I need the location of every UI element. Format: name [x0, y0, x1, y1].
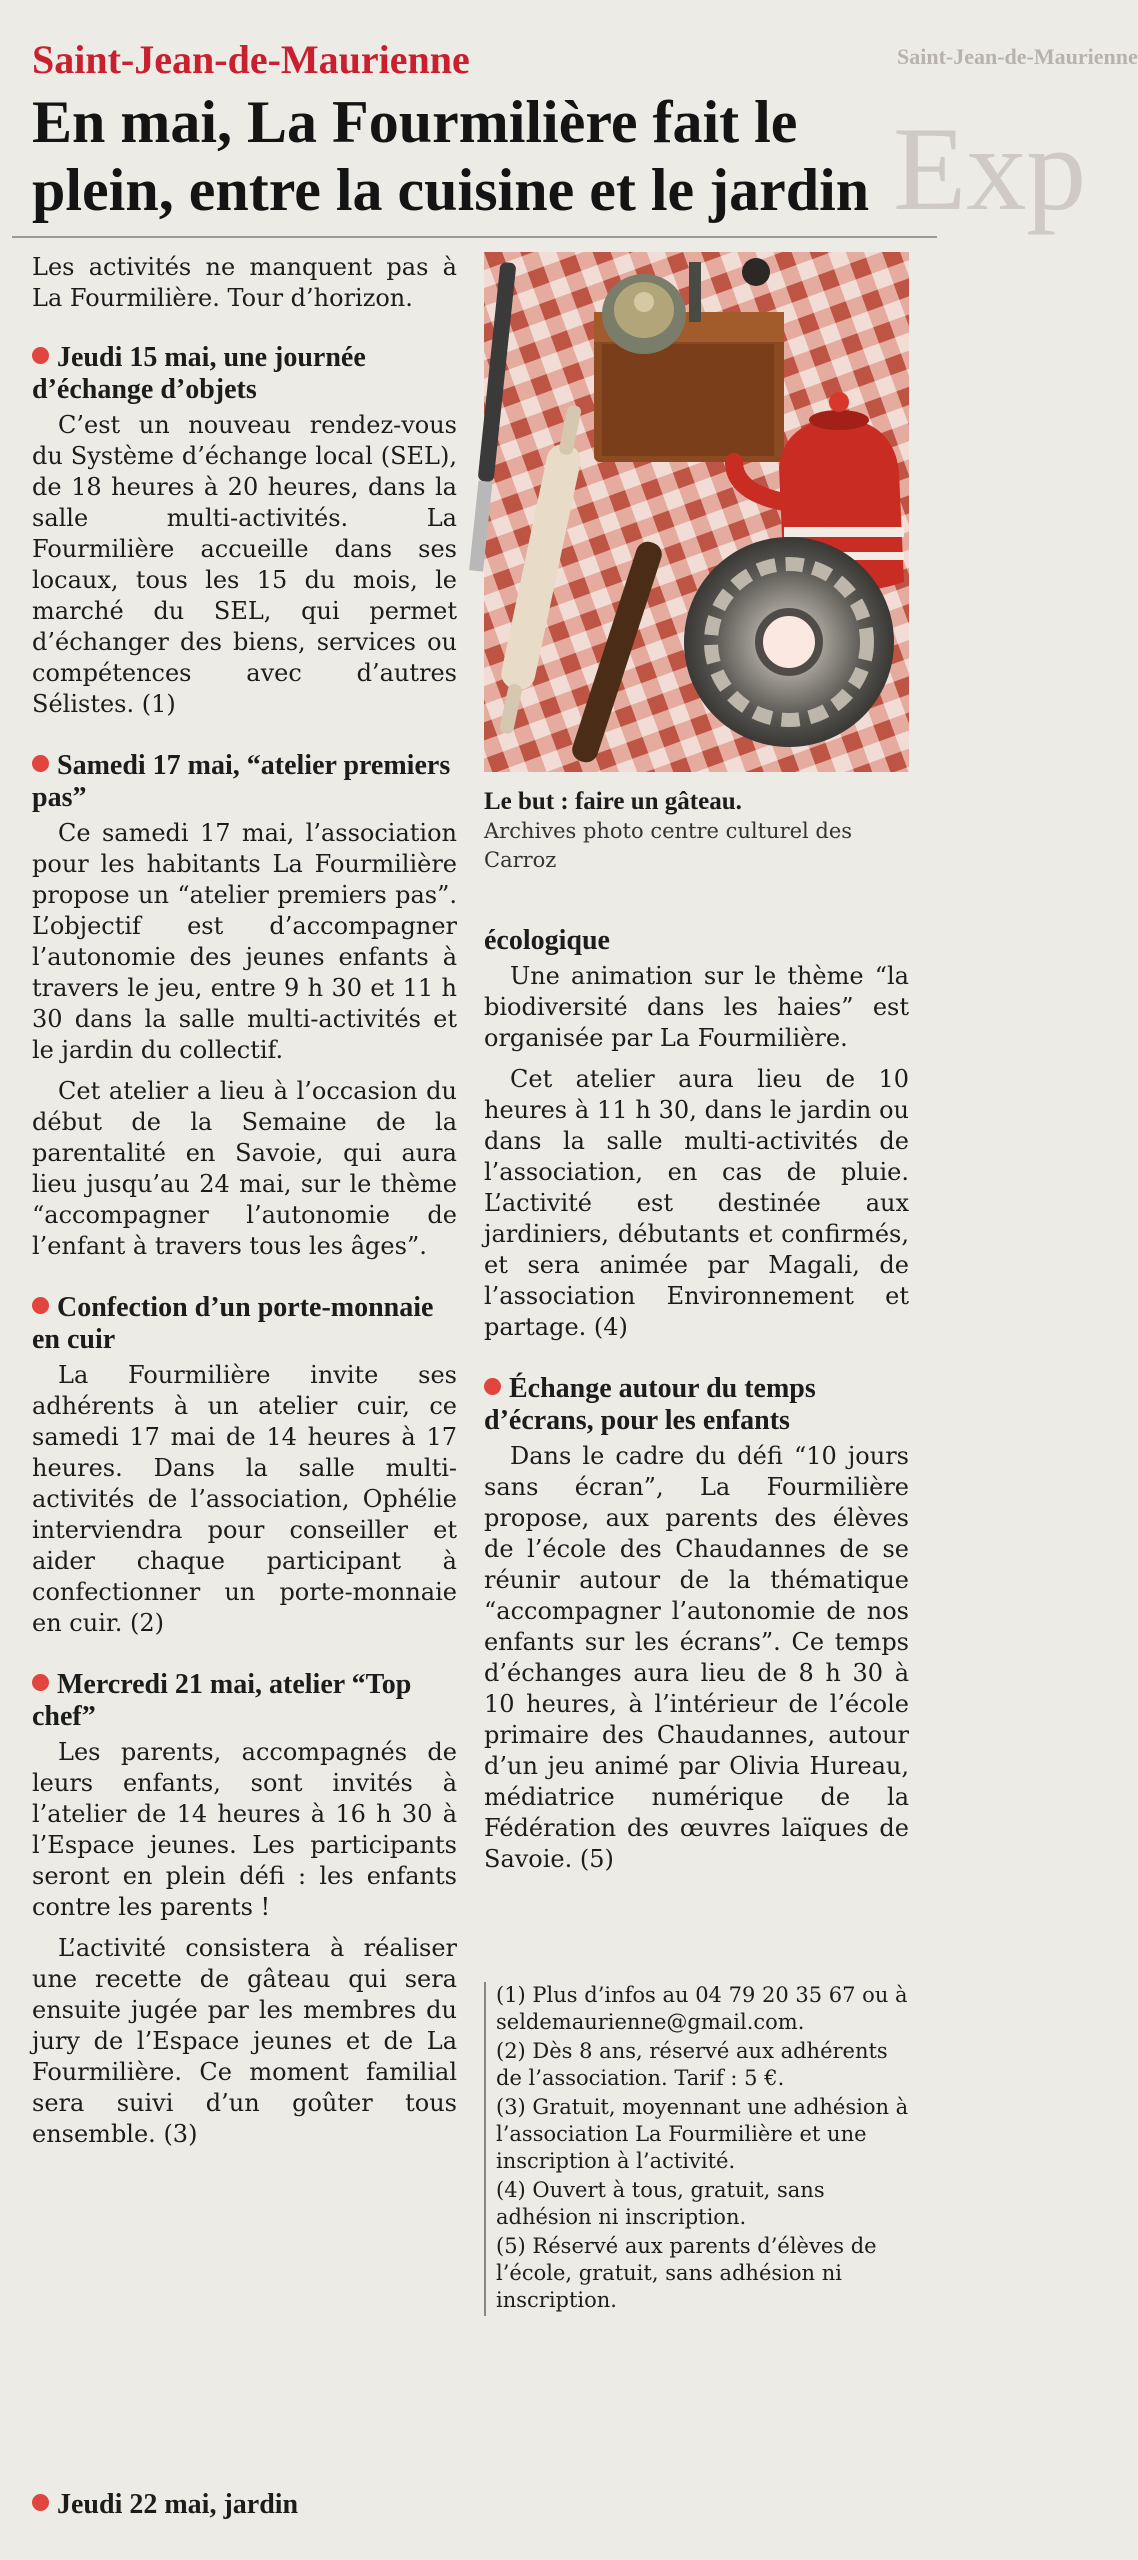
article-kicker: Saint-Jean-de-Maurienne — [32, 37, 470, 82]
section-premiers-pas — [32, 750, 457, 1262]
article-photo — [484, 252, 909, 772]
section-paragraph: Les parents, accompagnés de leurs enfants, sont invités à l’atelier de 14 heures à 16 h 30 à l’Espace jeunes. Les participants seront en plein défi : les enfants contre les parents ! — [32, 1738, 457, 1921]
bleed-kicker: Saint-Jean-de-Maurienne — [897, 44, 1138, 69]
article-headline: En mai, La Fourmilière fait le plein, entre la cuisine et le jardin — [32, 89, 870, 223]
bullet-icon — [32, 1297, 49, 1314]
section-heading-continued: écologique — [484, 925, 610, 956]
footnote: (4) Ouvert à tous, gratuit, sans adhésion ni inscription. — [496, 2178, 825, 2229]
section-paragraph: La Fourmilière invite ses adhérents à un atelier cuir, ce samedi 17 mai de 14 heures à 17 heures. Dans la salle multi-activités de l’association, Ophélie interviendra pour conseiller et aider chaque participant à confectionner un porte-monnaie en cuir. (2) — [32, 1361, 457, 1637]
section-paragraph: Cet atelier aura lieu de 10 heures à 11 h 30, dans le jardin ou dans la salle multi-activités de l’association, en cas de pluie. L’activité est destinée aux jardiniers, débutants et confirmés, et sera animée par Magali, de l’association Environnement et partage. (4) — [484, 1065, 909, 1341]
section-temps-ecrans — [484, 1373, 909, 1875]
section-heading: Jeudi 22 mai, jardin — [32, 2489, 457, 2521]
section-heading: Samedi 17 mai, “atelier premiers pas” — [32, 750, 451, 813]
headline-rule — [12, 236, 937, 238]
section-heading: Mercredi 21 mai, atelier “Top chef” — [32, 1669, 412, 1732]
footnotes-box — [484, 1982, 909, 2316]
section-paragraph: L’activité consistera à réaliser une recette de gâteau qui sera ensuite jugée par les membres du jury de l’Espace jeunes et de La Fourmilière. Ce moment familial sera suivi d’un goûter tous ensemble. (3) — [32, 1934, 457, 2148]
bundt-mold-icon — [684, 537, 894, 747]
section-jardin-ecologique — [484, 925, 909, 1343]
section-heading: Jeudi 15 mai, une journée d’échange d’objets — [32, 342, 366, 405]
baking-photo-illustration — [484, 252, 909, 772]
caption-title: Le but : faire un gâteau. — [484, 788, 742, 815]
footnote: (2) Dès 8 ans, réservé aux adhérents de l’association. Tarif : 5 €. — [496, 2039, 888, 2090]
section-heading: Confection d’un porte-monnaie en cuir — [32, 1292, 434, 1355]
right-column — [484, 925, 909, 1905]
section-top-chef — [32, 1669, 457, 2150]
article-intro: Les activités ne manquent pas à La Fourmilière. Tour d’horizon. — [32, 253, 457, 312]
section-porte-monnaie — [32, 1292, 457, 1639]
section-paragraph: C’est un nouveau rendez-vous du Système d’échange local (SEL), de 18 heures à 20 heures, dans la salle multi-activités. La Fourmilière accueille dans ses locaux, tous les 15 du mois, le marché du SEL, qui permet d’échanger des biens, services ou compétences avec d’autres Sélistes. (1) — [32, 411, 457, 718]
footnote: (5) Réservé aux parents d’élèves de l’école, gratuit, sans adhésion ni inscription. — [496, 2234, 877, 2312]
footnote: (1) Plus d’infos au 04 79 20 35 67 ou à seldemaurienne@gmail.com. — [496, 1983, 908, 2034]
footnote: (3) Gratuit, moyennant une adhésion à l’association La Fourmilière et une inscription à l’activité. — [496, 2095, 909, 2173]
bullet-icon — [32, 2494, 49, 2511]
bullet-icon — [32, 755, 49, 772]
bullet-icon — [32, 1674, 49, 1691]
section-heading: Échange autour du temps d’écrans, pour les enfants — [484, 1373, 816, 1436]
caption-credit: Archives photo centre culturel des Carroz — [484, 819, 853, 872]
photo-caption — [484, 787, 909, 875]
section-jardin-heading-start — [32, 2489, 457, 2525]
bullet-icon — [484, 1378, 501, 1395]
section-paragraph: Ce samedi 17 mai, l’association pour les habitants La Fourmilière propose un “atelier premiers pas”. L’objectif est d’accompagner l’autonomie des jeunes enfants à travers le jeu, entre 9 h 30 et 11 h 30 dans la salle multi-activités et le jardin du collectif. — [32, 819, 457, 1064]
bullet-icon — [32, 347, 49, 364]
left-column — [32, 252, 457, 2180]
section-paragraph: Cet atelier a lieu à l’occasion du début de la Semaine de la parentalité en Savoie, qui aura lieu jusqu’au 24 mai, sur le thème “accompagner l’autonomie de l’enfant à travers tous les âges”. — [32, 1077, 457, 1260]
section-paragraph: Dans le cadre du défi “10 jours sans écran”, La Fourmilière propose, aux parents des élèves de l’école des Chaudannes de se réunir autour de la thématique “accompagner l’autonomie de nos enfants sur les écrans”. Ce temps d’échanges aura lieu de 8 h 30 à 10 heures, à l’intérieur de l’école primaire des Chaudannes, autour d’un jeu animé par Olivia Hureau, médiatrice numérique de la Fédération des œuvres laïques de Savoie. (5) — [484, 1442, 909, 1873]
section-paragraph: Une animation sur le thème “la biodiversité dans les haies” est organisée par La Fourmilière. — [484, 962, 909, 1052]
section-echange-objets — [32, 342, 457, 720]
bleed-headline: Exp — [893, 102, 1087, 235]
